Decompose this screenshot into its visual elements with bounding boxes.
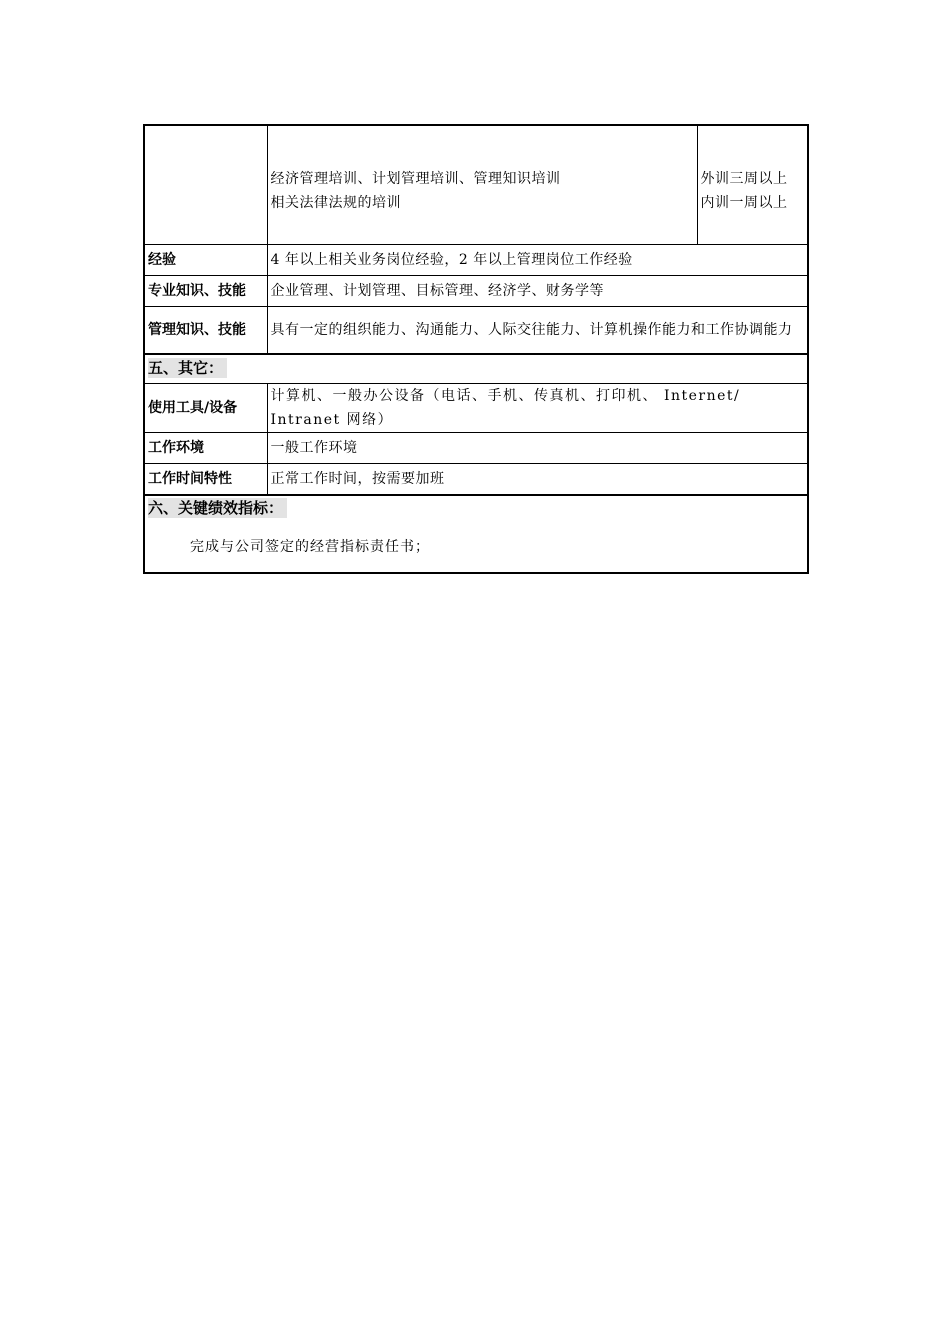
training-duration-line-1: 外训三周以上: [700, 171, 788, 187]
management-skills-label: 管理知识、技能: [144, 307, 267, 355]
tools-label: 使用工具/设备: [144, 384, 267, 433]
management-skills-row: [144, 307, 808, 355]
environment-value: 一般工作环境: [267, 433, 808, 464]
professional-skills-label: 专业知识、技能: [144, 276, 267, 307]
kpi-text: 完成与公司签定的经营指标责任书；: [190, 539, 430, 555]
section-5-title: 五、其它：: [148, 358, 227, 378]
management-skills-value: 具有一定的组织能力、沟通能力、人际交往能力、计算机操作能力和工作协调能力: [267, 307, 808, 355]
section-6-title: 六、关键绩效指标：: [148, 498, 287, 518]
experience-row: [144, 245, 808, 276]
training-duration-cell: [697, 125, 808, 245]
work-time-value: 正常工作时间，按需要加班: [267, 464, 808, 496]
training-line-1: 经济管理培训、计划管理培训、管理知识培训: [270, 171, 561, 187]
section-5-cell: [144, 354, 808, 384]
section-6-cell: [144, 495, 808, 573]
training-row: [144, 125, 808, 245]
professional-skills-row: [144, 276, 808, 307]
experience-value: 4 年以上相关业务岗位经验，2 年以上管理岗位工作经验: [267, 245, 808, 276]
section-5-row: [144, 354, 808, 384]
training-content-cell: [267, 125, 697, 245]
training-duration-line-2: 内训一周以上: [700, 195, 788, 211]
work-time-row: [144, 464, 808, 496]
tools-row: [144, 384, 808, 433]
job-description-table: [143, 124, 809, 574]
environment-label: 工作环境: [144, 433, 267, 464]
work-time-label: 工作时间特性: [144, 464, 267, 496]
professional-skills-value: 企业管理、计划管理、目标管理、经济学、财务学等: [267, 276, 808, 307]
training-line-2: 相关法律法规的培训: [270, 195, 401, 211]
environment-row: [144, 433, 808, 464]
experience-label: 经验: [144, 245, 267, 276]
section-6-row: [144, 495, 808, 573]
tools-value: 计算机、一般办公设备（电话、手机、传真机、打印机、 Internet/ Intranet 网络）: [267, 384, 808, 433]
training-label-cell: [144, 125, 267, 245]
